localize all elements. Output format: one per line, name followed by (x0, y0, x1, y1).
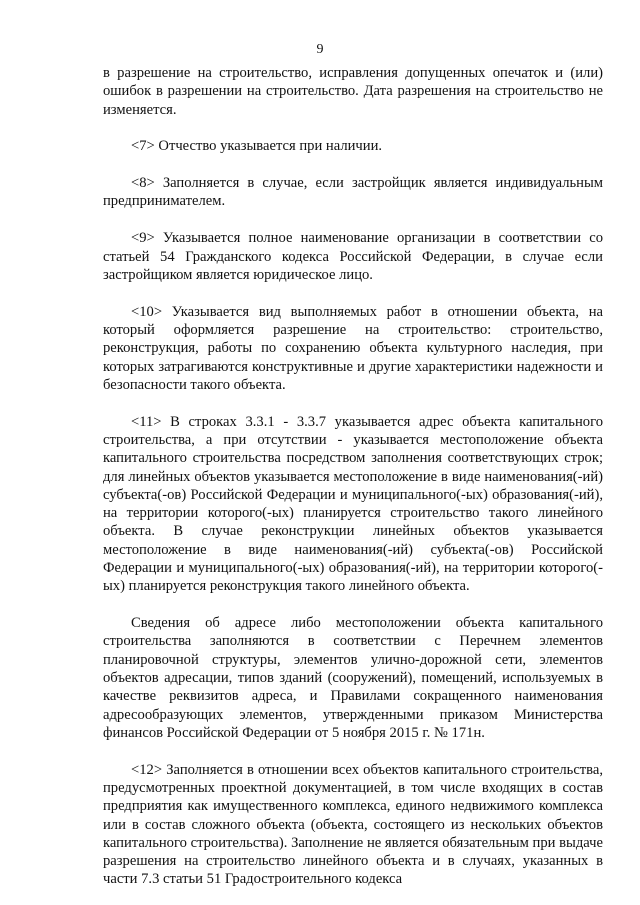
paragraph-continuation: в разрешение на строительство, исправления допущенных опечаток и (или) ошибок в разрешении на строительство. Дата разрешения на строительство не изменяется. (103, 65, 603, 118)
footnote-7: <7> Отчество указывается при наличии. (131, 138, 383, 155)
footnote-10: <10> Указывается вид выполняемых работ в отношении объекта, на который оформляется разрешение на строительство: строительство, реконструкция, работы по сохранению объекта культурного наследия, при которых затрагиваются конструктивные и другие характеристики надежности и безопасности такого объекта. (103, 303, 603, 393)
footnote-9: <9> Указывается полное наименование организации в соответствии со статьей 54 Гражданского кодекса Российской Федерации, в случае если застройщиком является юридическое лицо. (103, 230, 603, 283)
footnote-8: <8> Заполняется в случае, если застройщик является индивидуальным предпринимателем. (103, 175, 603, 210)
address-info-paragraph: Сведения об адресе либо местоположении объекта капитального строительства заполняются в соответствии с Перечнем элементов планировочной структуры, элементов улично-дорожной сети, элементов объектов адресации, типов зданий (сооружений), помещений, используемых в качестве реквизитов адреса, и Правилами сокращенного наименования адресообразующих элементов, утвержденными приказом Министерства финансов Российской Федерации от 5 ноября 2015 г. № 171н. (103, 615, 603, 741)
document-body (103, 64, 603, 889)
page-number: 9 (316, 42, 324, 57)
footnote-12: <12> Заполняется в отношении всех объектов капитального строительства, предусмотренных проектной документацией, в том числе входящих в состав предприятия как имущественного комплекса, единого недвижимого комплекса или в состав сложного объекта (объекта, состоящего из нескольких объектов капитального строительства). Заполнение не является обязательным при выдаче разрешения на строительство линейного объекта и в случаях, указанных в части 7.3 статьи 51 Градостроительного кодекса (103, 761, 603, 888)
footnote-11: <11> В строках 3.3.1 - 3.3.7 указывается адрес объекта капитального строительства, а при отсутствии - указывается местоположение объекта капитального строительства посредством заполнения соответствующих строк; для линейных объектов указывается местоположение в виде наименования(-ий) субъекта(-ов) Российской Федерации и муниципального(-ых) образования(-ий), на территории которого(-ых) планируется строительство такого линейного объекта. В случае реконструкции линейных объектов указывается местоположение в виде наименования(-ий) субъекта(-ов) Российской Федерации и муниципального(-ых) образования(-ий), на территории которого(-ых) планируется реконструкция такого линейного объекта. (103, 413, 603, 595)
